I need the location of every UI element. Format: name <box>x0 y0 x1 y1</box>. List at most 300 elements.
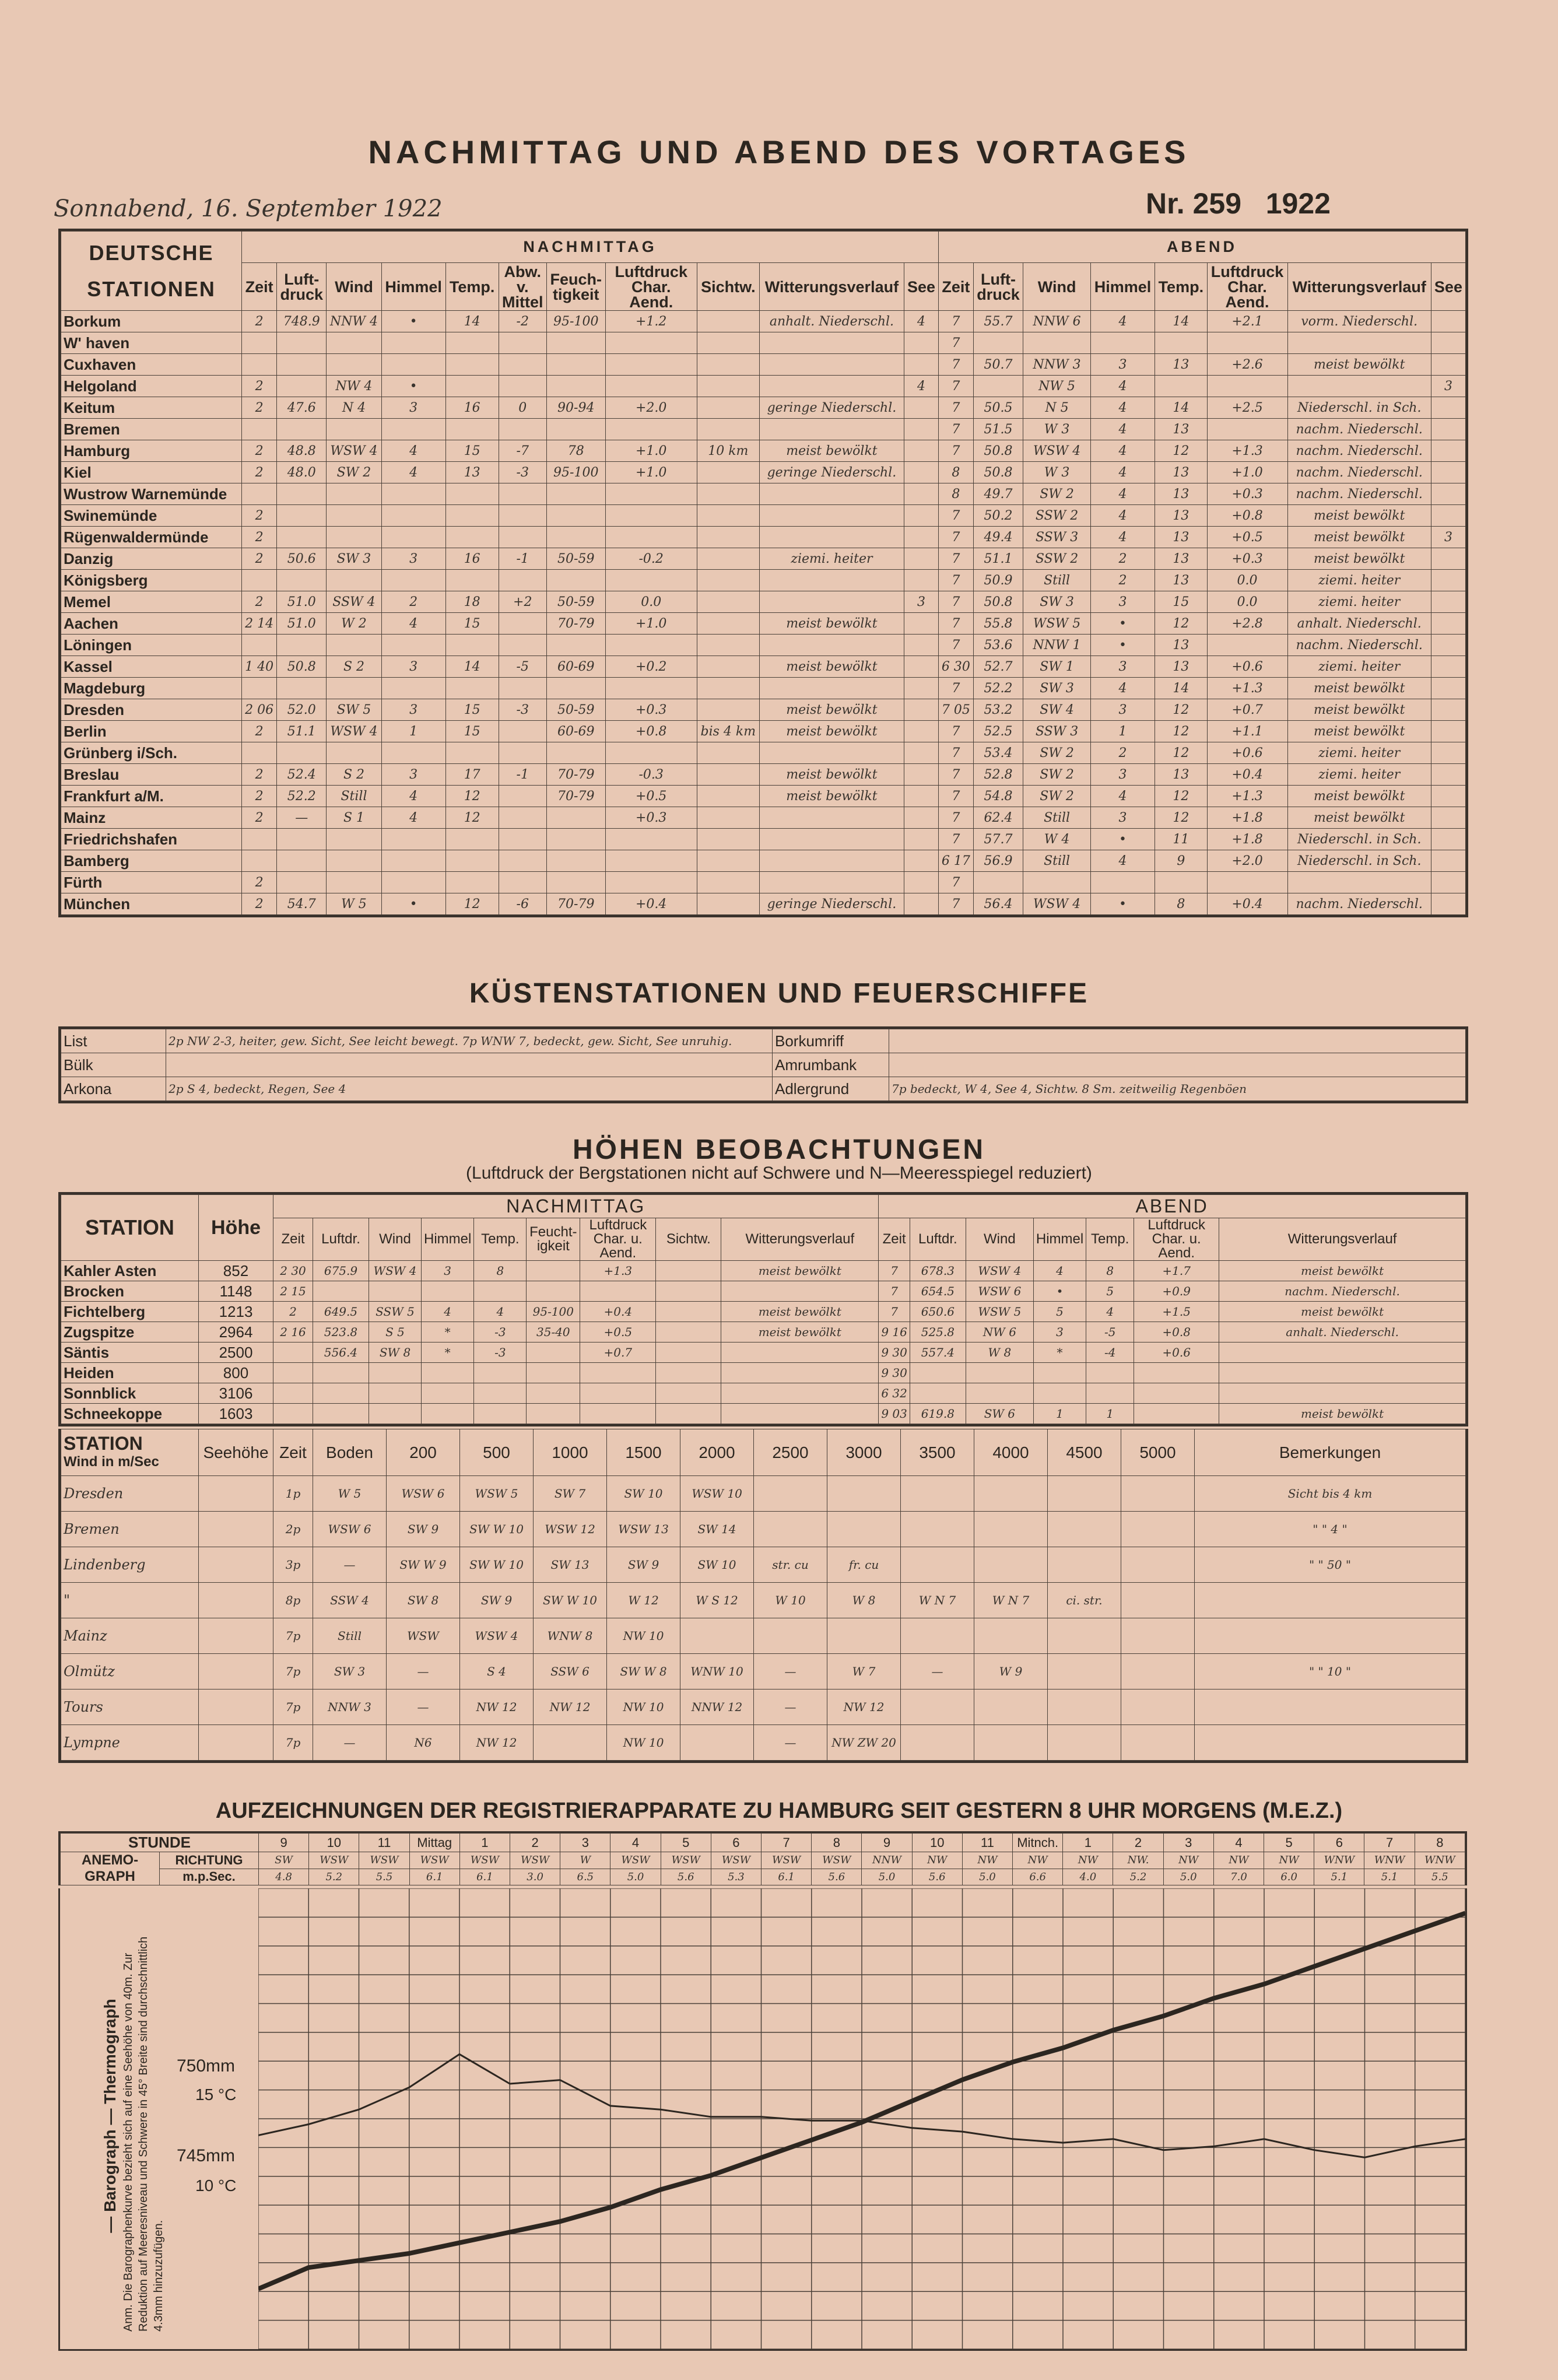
station-nm-cell <box>499 872 546 893</box>
station-nm-cell: -1 <box>499 548 546 570</box>
station-nm-cell <box>605 376 697 397</box>
wind-cell <box>680 1618 754 1654</box>
station-ab-cell: 7 <box>938 354 973 376</box>
station-ab-cell <box>1207 376 1287 397</box>
hoehen-nm-cell <box>527 1404 580 1424</box>
station-ab-cell <box>1287 872 1431 893</box>
stations-col-nm: Himmel <box>381 263 445 311</box>
station-ab-cell: SSW 3 <box>1023 721 1091 742</box>
station-nm-cell: 2 <box>242 440 277 462</box>
station-nm-cell <box>499 483 546 505</box>
col0-title-2: STATIONEN <box>87 276 216 301</box>
station-ab-cell: Still <box>1023 570 1091 591</box>
wind-cell: — <box>754 1654 827 1690</box>
station-nm-cell: W 2 <box>327 613 381 635</box>
hoehen-ab-cell: 619.8 <box>910 1404 966 1424</box>
hoehen-nm-cell <box>656 1383 721 1404</box>
station-nm-cell <box>904 850 938 872</box>
hoehen-ab-cell: nachm. Niederschl. <box>1219 1281 1466 1302</box>
station-nm-cell <box>904 462 938 483</box>
wind-direction: WSW <box>762 1852 812 1869</box>
hour-label: 9 <box>862 1834 912 1852</box>
station-ab-cell: WSW 4 <box>1023 440 1091 462</box>
hoehen-row <box>61 1343 1466 1363</box>
station-nm-cell: 10 km <box>697 440 759 462</box>
station-ab-cell: 4 <box>1090 483 1155 505</box>
station-ab-cell: SW 3 <box>1023 591 1091 613</box>
hoehen-ab-cell: 5 <box>1086 1281 1134 1302</box>
station-nm-cell <box>605 635 697 656</box>
station-ab-cell: meist bewölkt <box>1287 678 1431 699</box>
station-nm-cell: 4 <box>904 311 938 332</box>
station-ab-cell: +0.4 <box>1207 893 1287 915</box>
station-nm-cell: meist bewölkt <box>759 440 904 462</box>
station-ab-cell <box>1431 613 1465 635</box>
station-name: Bamberg <box>61 850 242 872</box>
wind-cell <box>974 1476 1048 1512</box>
hoehen-ab-cell: -5 <box>1086 1322 1134 1343</box>
hoehen-station-name: Kahler Asten <box>61 1261 199 1281</box>
station-ab-cell: 50.5 <box>973 397 1023 419</box>
wind-cell: 7p <box>273 1690 313 1725</box>
registrier-graph-frame <box>58 1888 1467 2351</box>
station-nm-cell <box>697 332 759 354</box>
station-name: Borkum <box>61 311 242 332</box>
station-ab-cell: meist bewölkt <box>1287 721 1431 742</box>
station-nm-cell <box>759 807 904 829</box>
hoehen-ab-cell: 3 <box>1033 1322 1086 1343</box>
hoehen-nm-cell: 556.4 <box>313 1343 369 1363</box>
hoehen-ab-cell: 6 32 <box>879 1383 910 1404</box>
hoehen-nm-cell <box>273 1404 313 1424</box>
station-ab-cell: 51.5 <box>973 419 1023 440</box>
station-ab-cell: 55.7 <box>973 311 1023 332</box>
wind-cell <box>1048 1654 1121 1690</box>
station-nm-cell <box>499 786 546 807</box>
station-nm-cell <box>546 354 605 376</box>
hoehen-ab-cell: +0.6 <box>1134 1343 1219 1363</box>
hoehen-table <box>61 1194 1466 1424</box>
station-name: Grünberg i/Sch. <box>61 742 242 764</box>
station-ab-cell: meist bewölkt <box>1287 807 1431 829</box>
wind-cell: SW 3 <box>313 1654 387 1690</box>
station-nm-cell <box>381 419 445 440</box>
wind-cell: WSW 13 <box>607 1512 680 1547</box>
station-name: Fürth <box>61 872 242 893</box>
richtung-label: RICHTUNG <box>160 1852 259 1869</box>
hour-label: 5 <box>1264 1834 1314 1852</box>
station-nm-cell: meist bewölkt <box>759 764 904 786</box>
hoehen-nm-cell: 35-40 <box>527 1322 580 1343</box>
station-nm-cell <box>327 483 381 505</box>
station-ab-cell <box>1431 311 1465 332</box>
hoehen-nm-cell: 2 16 <box>273 1322 313 1343</box>
station-nm-cell <box>697 742 759 764</box>
station-ab-cell <box>1431 397 1465 419</box>
wind-cell: — <box>754 1690 827 1725</box>
hoehen-ab-cell: 650.6 <box>910 1302 966 1322</box>
station-nm-cell <box>904 893 938 915</box>
station-ab-cell: 52.7 <box>973 656 1023 678</box>
kuesten-right-name: Amrumbank <box>773 1053 889 1077</box>
station-nm-cell <box>546 376 605 397</box>
station-nm-cell <box>445 678 499 699</box>
station-nm-cell <box>277 376 327 397</box>
station-nm-cell <box>327 678 381 699</box>
station-nm-cell <box>546 527 605 548</box>
station-ab-cell <box>973 376 1023 397</box>
wind-speed: 5.6 <box>661 1869 711 1885</box>
station-nm-cell <box>327 419 381 440</box>
hoehen-ab-cell: meist bewölkt <box>1219 1261 1466 1281</box>
wind-cell: NNW 12 <box>680 1690 754 1725</box>
kuesten-left-text <box>166 1053 773 1077</box>
station-ab-cell: 3 <box>1090 354 1155 376</box>
hoehen-ab-cell: +0.8 <box>1134 1322 1219 1343</box>
station-nm-cell: 70-79 <box>546 764 605 786</box>
station-name: W' haven <box>61 332 242 354</box>
hoehen-nm-cell: 2 30 <box>273 1261 313 1281</box>
station-ab-cell: 1 <box>1090 721 1155 742</box>
station-ab-cell <box>1431 462 1465 483</box>
wind-cell: SW 14 <box>680 1512 754 1547</box>
station-nm-cell <box>904 483 938 505</box>
axis-label-15c: 15 °C <box>195 2085 237 2104</box>
hoehen-nm-cell: meist bewölkt <box>721 1322 879 1343</box>
hoehen-nm-cell <box>656 1404 721 1424</box>
hoehen-nm-cell: 2 <box>273 1302 313 1322</box>
axis-label-745: 745mm <box>177 2146 236 2165</box>
station-nm-cell <box>605 354 697 376</box>
station-nm-cell: +0.4 <box>605 893 697 915</box>
station-ab-cell: 4 <box>1090 376 1155 397</box>
hoehen-col-station: STATION <box>61 1195 199 1261</box>
station-ab-cell: NNW 3 <box>1023 354 1091 376</box>
hoehen-nm-cell <box>527 1383 580 1404</box>
station-ab-cell: SW 2 <box>1023 764 1091 786</box>
wind-cell: SW 9 <box>607 1547 680 1583</box>
station-ab-cell: ziemi. heiter <box>1287 656 1431 678</box>
station-ab-cell <box>1431 483 1465 505</box>
station-nm-cell <box>697 376 759 397</box>
wind-cell <box>754 1618 827 1654</box>
station-nm-cell <box>904 548 938 570</box>
station-ab-cell <box>1023 872 1091 893</box>
station-ab-cell: Still <box>1023 850 1091 872</box>
station-nm-cell <box>697 354 759 376</box>
station-name: Mainz <box>61 807 242 829</box>
station-nm-cell: +1.0 <box>605 462 697 483</box>
station-nm-cell: -6 <box>499 893 546 915</box>
station-ab-cell: 4 <box>1090 527 1155 548</box>
hoehen-section-nachmittag: NACHMITTAG <box>273 1195 879 1218</box>
hoehen-row <box>61 1363 1466 1383</box>
wind-speed: 4.8 <box>259 1869 309 1885</box>
hoehen-nm-cell <box>313 1383 369 1404</box>
wind-cell <box>199 1512 273 1547</box>
station-nm-cell: +0.3 <box>605 699 697 721</box>
station-row <box>61 850 1466 872</box>
station-ab-cell: +2.0 <box>1207 850 1287 872</box>
hoehen-ab-cell: SW 6 <box>966 1404 1033 1424</box>
date-line: Sonnabend, 16. September 1922 <box>54 195 443 222</box>
hoehen-nm-cell <box>422 1404 474 1424</box>
station-ab-cell: 3 <box>1090 656 1155 678</box>
station-ab-cell: SW 3 <box>1023 678 1091 699</box>
station-nm-cell: 51.0 <box>277 613 327 635</box>
wind-cell <box>1121 1476 1195 1512</box>
station-nm-cell: 18 <box>445 591 499 613</box>
hoehen-row <box>61 1322 1466 1343</box>
station-nm-cell: 48.0 <box>277 462 327 483</box>
wind-cell <box>1121 1583 1195 1618</box>
station-nm-cell: 78 <box>546 440 605 462</box>
wind-direction: NW <box>962 1852 1012 1869</box>
station-nm-cell: 16 <box>445 548 499 570</box>
station-ab-cell: 50.8 <box>973 591 1023 613</box>
station-nm-cell <box>697 656 759 678</box>
speed-label: m.p.Sec. <box>160 1869 259 1885</box>
station-row <box>61 678 1466 699</box>
station-nm-cell <box>697 527 759 548</box>
station-nm-cell <box>445 483 499 505</box>
station-nm-cell <box>697 613 759 635</box>
hoehen-nm-cell <box>422 1281 474 1302</box>
station-nm-cell: 50.8 <box>277 656 327 678</box>
hoehen-nm-cell: 8 <box>474 1261 527 1281</box>
stations-table <box>61 231 1466 915</box>
station-nm-cell: +0.5 <box>605 786 697 807</box>
station-nm-cell: +0.3 <box>605 807 697 829</box>
station-nm-cell <box>381 829 445 850</box>
hoehen-nm-cell <box>656 1363 721 1383</box>
station-nm-cell <box>242 742 277 764</box>
station-nm-cell <box>546 742 605 764</box>
station-nm-cell: S 2 <box>327 764 381 786</box>
wind-cell <box>1048 1618 1121 1654</box>
wind-head: 3500 <box>901 1429 974 1476</box>
hoehen-ab-cell <box>1134 1363 1219 1383</box>
station-nm-cell <box>904 656 938 678</box>
wind-direction: NW <box>1013 1852 1063 1869</box>
station-nm-cell: 95-100 <box>546 311 605 332</box>
hoehen-station-name: Säntis <box>61 1343 199 1363</box>
station-ab-cell: meist bewölkt <box>1287 354 1431 376</box>
hoehen-ab-cell <box>1033 1383 1086 1404</box>
station-nm-cell <box>499 376 546 397</box>
station-nm-cell: NW 4 <box>327 376 381 397</box>
station-ab-cell: 7 <box>938 376 973 397</box>
wind-direction: NW <box>912 1852 962 1869</box>
station-ab-cell: 14 <box>1155 678 1207 699</box>
station-ab-cell: 3 <box>1431 527 1465 548</box>
hoehen-section-abend: ABEND <box>879 1195 1466 1218</box>
hoehen-nm-cell: 4 <box>422 1302 474 1322</box>
station-nm-cell: -1 <box>499 764 546 786</box>
station-nm-cell <box>759 419 904 440</box>
station-row <box>61 829 1466 850</box>
station-ab-cell: +2.8 <box>1207 613 1287 635</box>
station-nm-cell: 0 <box>499 397 546 419</box>
station-nm-cell <box>759 483 904 505</box>
station-nm-cell <box>759 570 904 591</box>
station-nm-cell: meist bewölkt <box>759 699 904 721</box>
station-name: Wustrow Warnemünde <box>61 483 242 505</box>
wind-cell: NW 10 <box>607 1725 680 1761</box>
station-nm-cell: 3 <box>381 764 445 786</box>
station-nm-cell: +2.0 <box>605 397 697 419</box>
station-nm-cell <box>546 872 605 893</box>
station-nm-cell: 12 <box>445 807 499 829</box>
wind-cell: SW 10 <box>680 1547 754 1583</box>
station-ab-cell <box>1431 505 1465 527</box>
station-nm-cell <box>277 419 327 440</box>
station-ab-cell: 2 <box>1090 548 1155 570</box>
station-ab-cell: +0.6 <box>1207 656 1287 678</box>
wind-row <box>61 1512 1466 1547</box>
station-ab-cell: +0.3 <box>1207 548 1287 570</box>
station-ab-cell: 14 <box>1155 311 1207 332</box>
station-ab-cell: 6 17 <box>938 850 973 872</box>
station-nm-cell <box>904 786 938 807</box>
station-ab-cell <box>1155 376 1207 397</box>
wind-cell <box>199 1725 273 1761</box>
station-ab-cell <box>1207 419 1287 440</box>
hoehen-ab-cell: meist bewölkt <box>1219 1302 1466 1322</box>
station-ab-cell: meist bewölkt <box>1287 548 1431 570</box>
stations-col-nm: Luft-druck <box>277 263 327 311</box>
hour-label: 2 <box>510 1834 560 1852</box>
station-nm-cell <box>697 699 759 721</box>
station-ab-cell: nachm. Niederschl. <box>1287 440 1431 462</box>
station-nm-cell: 70-79 <box>546 786 605 807</box>
hoehen-ab-cell: WSW 6 <box>966 1281 1033 1302</box>
hoehen-nm-cell: meist bewölkt <box>721 1302 879 1322</box>
wind-direction: WSW <box>812 1852 862 1869</box>
station-nm-cell <box>445 354 499 376</box>
station-ab-cell: 4 <box>1090 397 1155 419</box>
wind-cell <box>901 1725 974 1761</box>
hoehen-height: 2964 <box>199 1322 273 1343</box>
wind-cell: 1p <box>273 1476 313 1512</box>
station-nm-cell <box>904 742 938 764</box>
station-nm-cell <box>277 742 327 764</box>
hoehen-nm-cell <box>721 1383 879 1404</box>
station-ab-cell: 7 <box>938 893 973 915</box>
wind-cell <box>901 1512 974 1547</box>
station-nm-cell <box>381 354 445 376</box>
station-ab-cell <box>1431 872 1465 893</box>
station-nm-cell: 15 <box>445 613 499 635</box>
hoehen-ab-cell: 1 <box>1033 1404 1086 1424</box>
station-ab-cell: 55.8 <box>973 613 1023 635</box>
station-nm-cell: W 5 <box>327 893 381 915</box>
wind-cell: W 8 <box>827 1583 901 1618</box>
station-nm-cell <box>327 872 381 893</box>
wind-cell: S 4 <box>460 1654 534 1690</box>
station-nm-cell <box>904 570 938 591</box>
station-ab-cell: 52.5 <box>973 721 1023 742</box>
station-nm-cell <box>904 505 938 527</box>
wind-direction: NW <box>1213 1852 1264 1869</box>
station-nm-cell: 52.4 <box>277 764 327 786</box>
wind-cell <box>199 1654 273 1690</box>
hour-label: 1 <box>459 1834 510 1852</box>
stations-col-ab: Wind <box>1023 263 1091 311</box>
stations-col-ab: Witterungsverlauf <box>1287 263 1431 311</box>
station-nm-cell <box>904 397 938 419</box>
station-nm-cell <box>546 678 605 699</box>
station-ab-cell: 13 <box>1155 505 1207 527</box>
station-ab-cell: 3 <box>1431 376 1465 397</box>
wind-station-name: Bremen <box>61 1512 199 1547</box>
station-row <box>61 548 1466 570</box>
station-nm-cell <box>445 570 499 591</box>
station-nm-cell <box>697 786 759 807</box>
station-row <box>61 807 1466 829</box>
station-ab-cell: 7 <box>938 872 973 893</box>
station-ab-cell: 2 <box>1090 742 1155 764</box>
graph-side-note <box>66 1900 165 2343</box>
station-ab-cell: 54.8 <box>973 786 1023 807</box>
wind-cell: NNW 3 <box>313 1690 387 1725</box>
station-ab-cell: NW 5 <box>1023 376 1091 397</box>
hoehen-row <box>61 1281 1466 1302</box>
hoehen-nm-cell <box>721 1404 879 1424</box>
station-ab-cell: 14 <box>1155 397 1207 419</box>
wind-cell <box>754 1512 827 1547</box>
station-ab-cell <box>1431 742 1465 764</box>
wind-cell: SW W 8 <box>607 1654 680 1690</box>
station-nm-cell: 60-69 <box>546 721 605 742</box>
hoehen-nm-cell <box>474 1404 527 1424</box>
station-ab-cell: Niederschl. in Sch. <box>1287 397 1431 419</box>
wind-speed: 5.1 <box>1314 1869 1364 1885</box>
station-nm-cell <box>697 591 759 613</box>
station-ab-cell: 13 <box>1155 764 1207 786</box>
station-nm-cell <box>697 850 759 872</box>
station-ab-cell: 7 <box>938 397 973 419</box>
stations-col-ab: Luft-druck <box>973 263 1023 311</box>
station-nm-cell <box>697 505 759 527</box>
hour-label: 11 <box>962 1834 1012 1852</box>
wind-cell: — <box>313 1547 387 1583</box>
wind-direction: WNW <box>1364 1852 1415 1869</box>
wind-head: 2500 <box>754 1429 827 1476</box>
station-nm-cell: 2 14 <box>242 613 277 635</box>
station-nm-cell <box>327 354 381 376</box>
wind-cell <box>1121 1654 1195 1690</box>
station-ab-cell: 7 <box>938 721 973 742</box>
station-nm-cell <box>697 397 759 419</box>
hoehen-nm-cell <box>656 1281 721 1302</box>
wind-head: 200 <box>387 1429 460 1476</box>
station-ab-cell: 13 <box>1155 419 1207 440</box>
station-ab-cell: nachm. Niederschl. <box>1287 462 1431 483</box>
hoehen-col-nm: Witterungsverlauf <box>721 1218 879 1261</box>
station-row <box>61 397 1466 419</box>
station-nm-cell: 1 40 <box>242 656 277 678</box>
hoehen-ab-cell: 7 <box>879 1261 910 1281</box>
station-nm-cell <box>904 354 938 376</box>
kuesten-left-text: 2p S 4, bedeckt, Regen, See 4 <box>166 1077 773 1101</box>
hoehen-station-name: Fichtelberg <box>61 1302 199 1322</box>
station-ab-cell: W 3 <box>1023 419 1091 440</box>
station-nm-cell: 2 <box>242 786 277 807</box>
station-nm-cell: 3 <box>904 591 938 613</box>
station-name: Keitum <box>61 397 242 419</box>
station-nm-cell: 4 <box>381 613 445 635</box>
